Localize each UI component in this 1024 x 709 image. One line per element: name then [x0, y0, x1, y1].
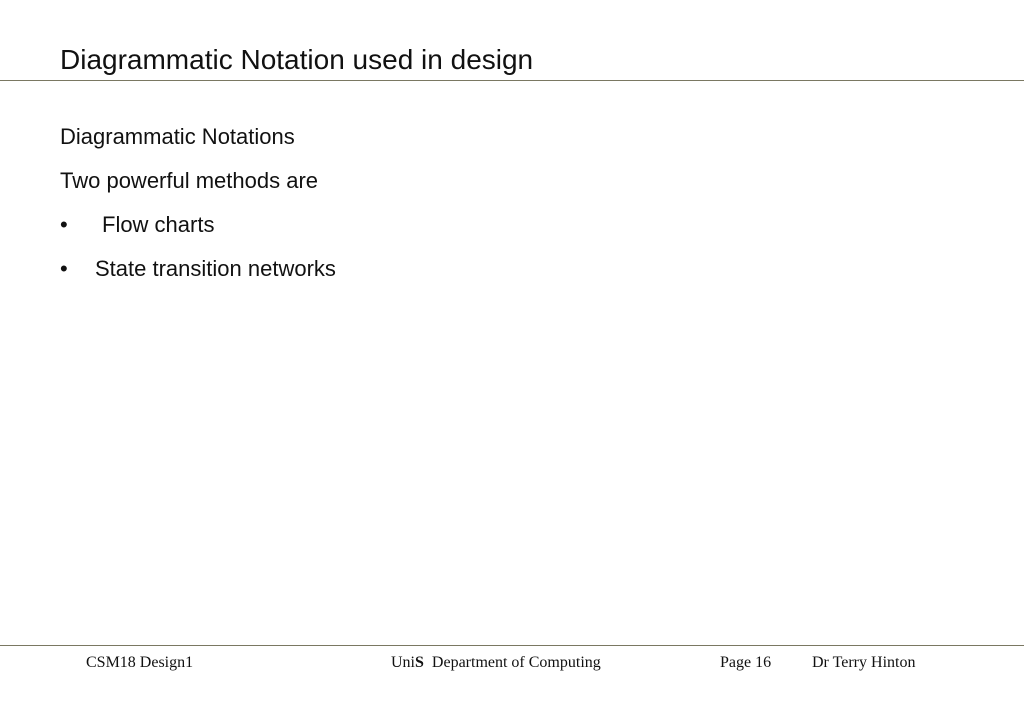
- footer-page-number: Page 16: [720, 654, 772, 671]
- title-divider: [0, 80, 1024, 81]
- content-heading: Diagrammatic Notations: [60, 124, 295, 149]
- content-intro: Two powerful methods are: [60, 168, 319, 193]
- footer-course: CSM18 Design1: [86, 654, 194, 671]
- footer-author: Dr Terry Hinton: [812, 654, 916, 671]
- bullet-label: Flow charts: [102, 212, 215, 237]
- bullet-icon: •: [60, 212, 68, 237]
- bullet-label: State transition networks: [95, 256, 336, 281]
- footer-uni-prefix: Uni: [391, 654, 415, 671]
- footer-divider: [0, 645, 1024, 646]
- footer-department: [391, 653, 601, 673]
- slide-title: Diagrammatic Notation used in design: [60, 44, 534, 75]
- footer-uni-bold: S: [415, 654, 424, 671]
- footer-department-name: Department of Computing: [431, 654, 601, 671]
- bullet-icon: •: [60, 256, 68, 281]
